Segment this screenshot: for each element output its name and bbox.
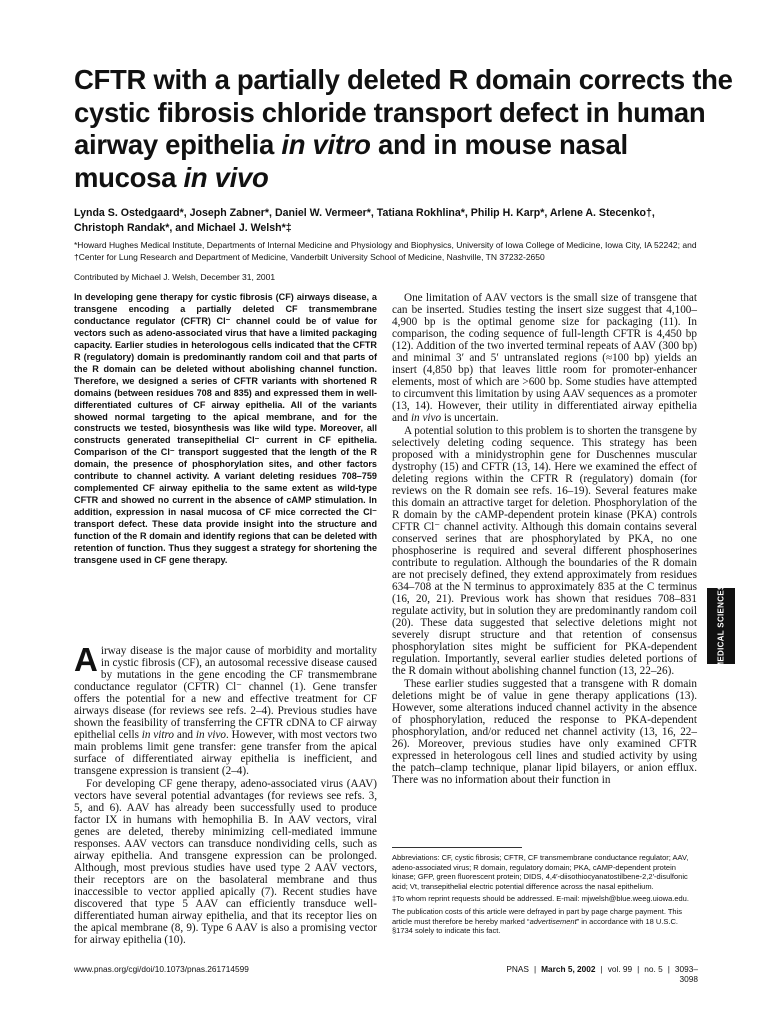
- left-column-body: [74, 641, 378, 947]
- footer-separator: |: [637, 964, 640, 974]
- drop-cap: A: [74, 641, 98, 678]
- intro-p1-text-b: and: [174, 729, 196, 742]
- footer-separator: |: [533, 964, 537, 974]
- title-text-1: CFTR with a partially deleted R domain corrects the cystic fibrosis chloride transport defect in human airway epithelia: [74, 64, 733, 160]
- footnote-costs: [392, 907, 697, 936]
- right-paragraph-3: These earlier studies suggested that a transgene with R domain deletions might be of value in gene therapy applications (13). However, some alterations induced channel activity in the absence of phosphorylation, reduced the response to PKA-dependent phosphorylation, and/or reduced net channel activity (13, 16, 22–26). Moreover, previous studies have only examined CFTR expressed in heterologous cell lines and studied activity by using the patch–clamp technique, planar lipid bilayers, or anion efflux. There was no information about their function in: [392, 677, 697, 786]
- footer-doi-link[interactable]: www.pnas.org/cgi/doi/10.1073/pnas.261714599: [74, 964, 249, 974]
- footer-pages: 3093–3098: [674, 964, 698, 984]
- footer-volume: vol. 99: [607, 964, 633, 974]
- footnote-costs-text-b: ” in accordance with 18 U.S.C. §1734 solely to indicate this fact.: [392, 916, 678, 936]
- intro-p1-italic-1: in vitro: [141, 729, 175, 742]
- footnote-costs-text-a: The publication costs of this article were defrayed in part by page charge payment. This article must therefore be hereby marked “: [392, 906, 683, 926]
- section-tab: [707, 583, 735, 669]
- intro-p1-italic-2: in vivo: [195, 729, 227, 742]
- right-paragraph-1: [392, 292, 697, 425]
- right-p1-text-a: One limitation of AAV vectors is the small size of transgene that can be inserted. Studies testing the insert size suggest that 4,100–4,900 bp is the optimal genome size for packaging (11). In comparison, the coding sequence of full-length CFTR is 4,450 bp (12). Addition of the two inverted terminal repeats of AAV (300 bp) and minimal 3′ and 5′ untranslated regions (≈100 bp) yields an insert (4,850 bp) that leaves little room for promoter-enhancer elements, most of which are >600 bp. Some studies have attempted to circumvent this limitation by using AAV sequences as a promoter (13, 14). However, their utility in differentiated airway epithelia and: [392, 292, 697, 425]
- author-list: Lynda S. Ostedgaard*, Joseph Zabner*, Daniel W. Vermeer*, Tatiana Rokhlina*, Philip H. Karp*, Arlene A. Stecenko†, Christoph Randak*, and Michael J. Welsh*‡: [74, 207, 655, 234]
- right-p1-italic: in vivo: [410, 412, 442, 425]
- affiliations: *Howard Hughes Medical Institute, Departments of Internal Medicine and Physiology and Biophysics, University of Iowa College of Medicine, Iowa City, IA 52242; and †Center for Lung Research and Department of Medicine, Vanderbilt University School of Medicine, Nashville, TN 37232-2650: [74, 240, 697, 262]
- right-p1-text-b: is uncertain.: [441, 412, 499, 425]
- right-column-body: [392, 292, 697, 786]
- abstract: In developing gene therapy for cystic fibrosis (CF) airways disease, a transgene encoding a partially deleted CF transmembrane conductance regulator (CFTR) Cl⁻ channel could be of value for vectors such as adeno-associated virus that have a limited packaging capacity. Earlier studies in heterologous cells indicated that the CFTR R (regulatory) domain is predominantly random coil and that parts of the R domain can be deleted without abolishing channel function. Therefore, we designed a series of CFTR variants with shortened R domains (between residues 708 and 835) and expressed them in well-differentiated cultures of CF airway epithelia. All of the variants showed normal targeting to the apical membrane, and for the constructs we tested, biosynthesis was like wild type. Moreover, all constructs generated transepithelial Cl⁻ current in CF epithelia. Comparison of the Cl⁻ transport suggested that the length of the R domain, the presence of phosphorylation sites, and other factors contribute to channel activity. A variant deleting residues 708–759 complemented CF airway epithelia to the same extent as wild-type CFTR and showed no current in the absence of cAMP stimulation. In addition, expression in nasal mucosa of CF mice corrected the Cl⁻ transport defect. These data provide insight into the structure and function of the R domain and identify regions that can be deleted with retention of function. Thus they suggest a strategy for shortening the transgene used in CF gene therapy.: [74, 292, 377, 565]
- intro-paragraph-1: [74, 641, 378, 778]
- section-tab-label: MEDICAL SCIENCES: [716, 583, 726, 669]
- footer-citation: [488, 964, 698, 984]
- title-text-3: and in mouse nasal mucosa: [74, 129, 628, 193]
- footnote-reprint: ‡To whom reprint requests should be addressed. E-mail: mjwelsh@blue.weeg.uiowa.edu.: [392, 894, 689, 904]
- footnote-abbreviations: Abbreviations: CF, cystic fibrosis; CFTR, CF transmembrane conductance regulator; AAV, adeno-associated virus; R domain, regulatory domain; PKA, cAMP-dependent protein kinase; GFP, green fluorescent protein; DIDS, 4,4′-diisothiocyanatostilbene-2,2′-disulfonic acid; Vt, transepithelial electric potential difference across the nasal epithelium.: [392, 853, 689, 891]
- intro-p1-text-c: . However, with most vectors two main problems limit gene transfer: gene transfer from the apical surface of differentiated airway epithelia is inefficient, and transgene expression is transient (2–4).: [74, 729, 378, 778]
- footer-journal: PNAS: [506, 964, 529, 974]
- intro-p1-text-a: irway disease is the major cause of morbidity and mortality in cystic fibrosis (CF), an autosomal recessive disease caused by mutations in the gene encoding the CF transmembrane conductance regulator (CFTR) Cl⁻ channel (1). Gene transfer offers the potential for a new and effective treatment for CF airways disease (for reviews see refs. 2–4). Previous studies have shown the feasibility of transferring the CFTR cDNA to CF airway epithelial cells: [74, 645, 377, 742]
- footer-separator: |: [667, 964, 670, 974]
- article-title: [74, 64, 734, 194]
- right-paragraph-2: A potential solution to this problem is to shorten the transgene by selectively deleting coding sequence. This strategy has been proposed with a minidystrophin gene for Duschennes muscular dystrophy (15) and CFTR (13, 14). Here we examined the effect of deleting regions within the CFTR R (regulatory) domain (for reviews on the R domain see refs. 16–19). Several features make this domain an attractive target for deletion. Phosphorylation of the R domain by the cAMP-dependent protein kinase (PKA) controls CFTR Cl⁻ channel activity. Although this domain contains several conserved serines that are phosphorylated by PKA, no one phosphoserine is required and several different phosphoserines contribute to regulation. Although the boundaries of the R domain are not precisely defined, they extend approximately from residues 634–708 at the N terminus to approximately 835 at the C terminus (16, 20, 21). Previous work has shown that residues 708–831 regulate activity, but in solution they are predominantly random coil (20). These data suggested that selective deletions might not severely disrupt structure and that retention of consensus phosphorylation sites might be sufficient for PKA-dependent regulation. Importantly, several earlier studies deleted portions of the R domain without abolishing channel function (13, 22–26).: [392, 424, 697, 678]
- contributed-line: Contributed by Michael J. Welsh, December 31, 2001: [74, 272, 276, 282]
- title-text-2: in vitro: [281, 129, 371, 160]
- footer-date: March 5, 2002: [541, 964, 596, 974]
- footnote-divider: [392, 847, 522, 848]
- footer-separator: |: [600, 964, 603, 974]
- footnotes: [392, 853, 697, 939]
- title-text-4: in vivo: [183, 161, 269, 193]
- intro-paragraph-2: For developing CF gene therapy, adeno-associated virus (AAV) vectors have several potential advantages (for reviews see refs. 3, 5, and 6). AAV has already been successfully used to produce factor IX in humans with hemophilia B. In AAV vectors, viral genes are deleted, thereby minimizing cell-mediated immune responses. AAV vectors can transduce nondividing cells, such as airway epithelia. And transgene expression can be prolonged. Although, most previous studies have used type 2 AAV vectors, their receptors are on the basolateral membrane and thus inaccessible to vector applied apically (7). Recent studies have discovered that type 5 AAV can efficiently transduce well-differentiated human airway epithelia, and that its receptor lies on the apical membrane (8, 9). Type 6 AAV is also a promising vector for airway epithelia (10).: [74, 777, 377, 947]
- footer-issue: no. 5: [644, 964, 663, 974]
- footnote-costs-italic: advertisement: [529, 916, 577, 926]
